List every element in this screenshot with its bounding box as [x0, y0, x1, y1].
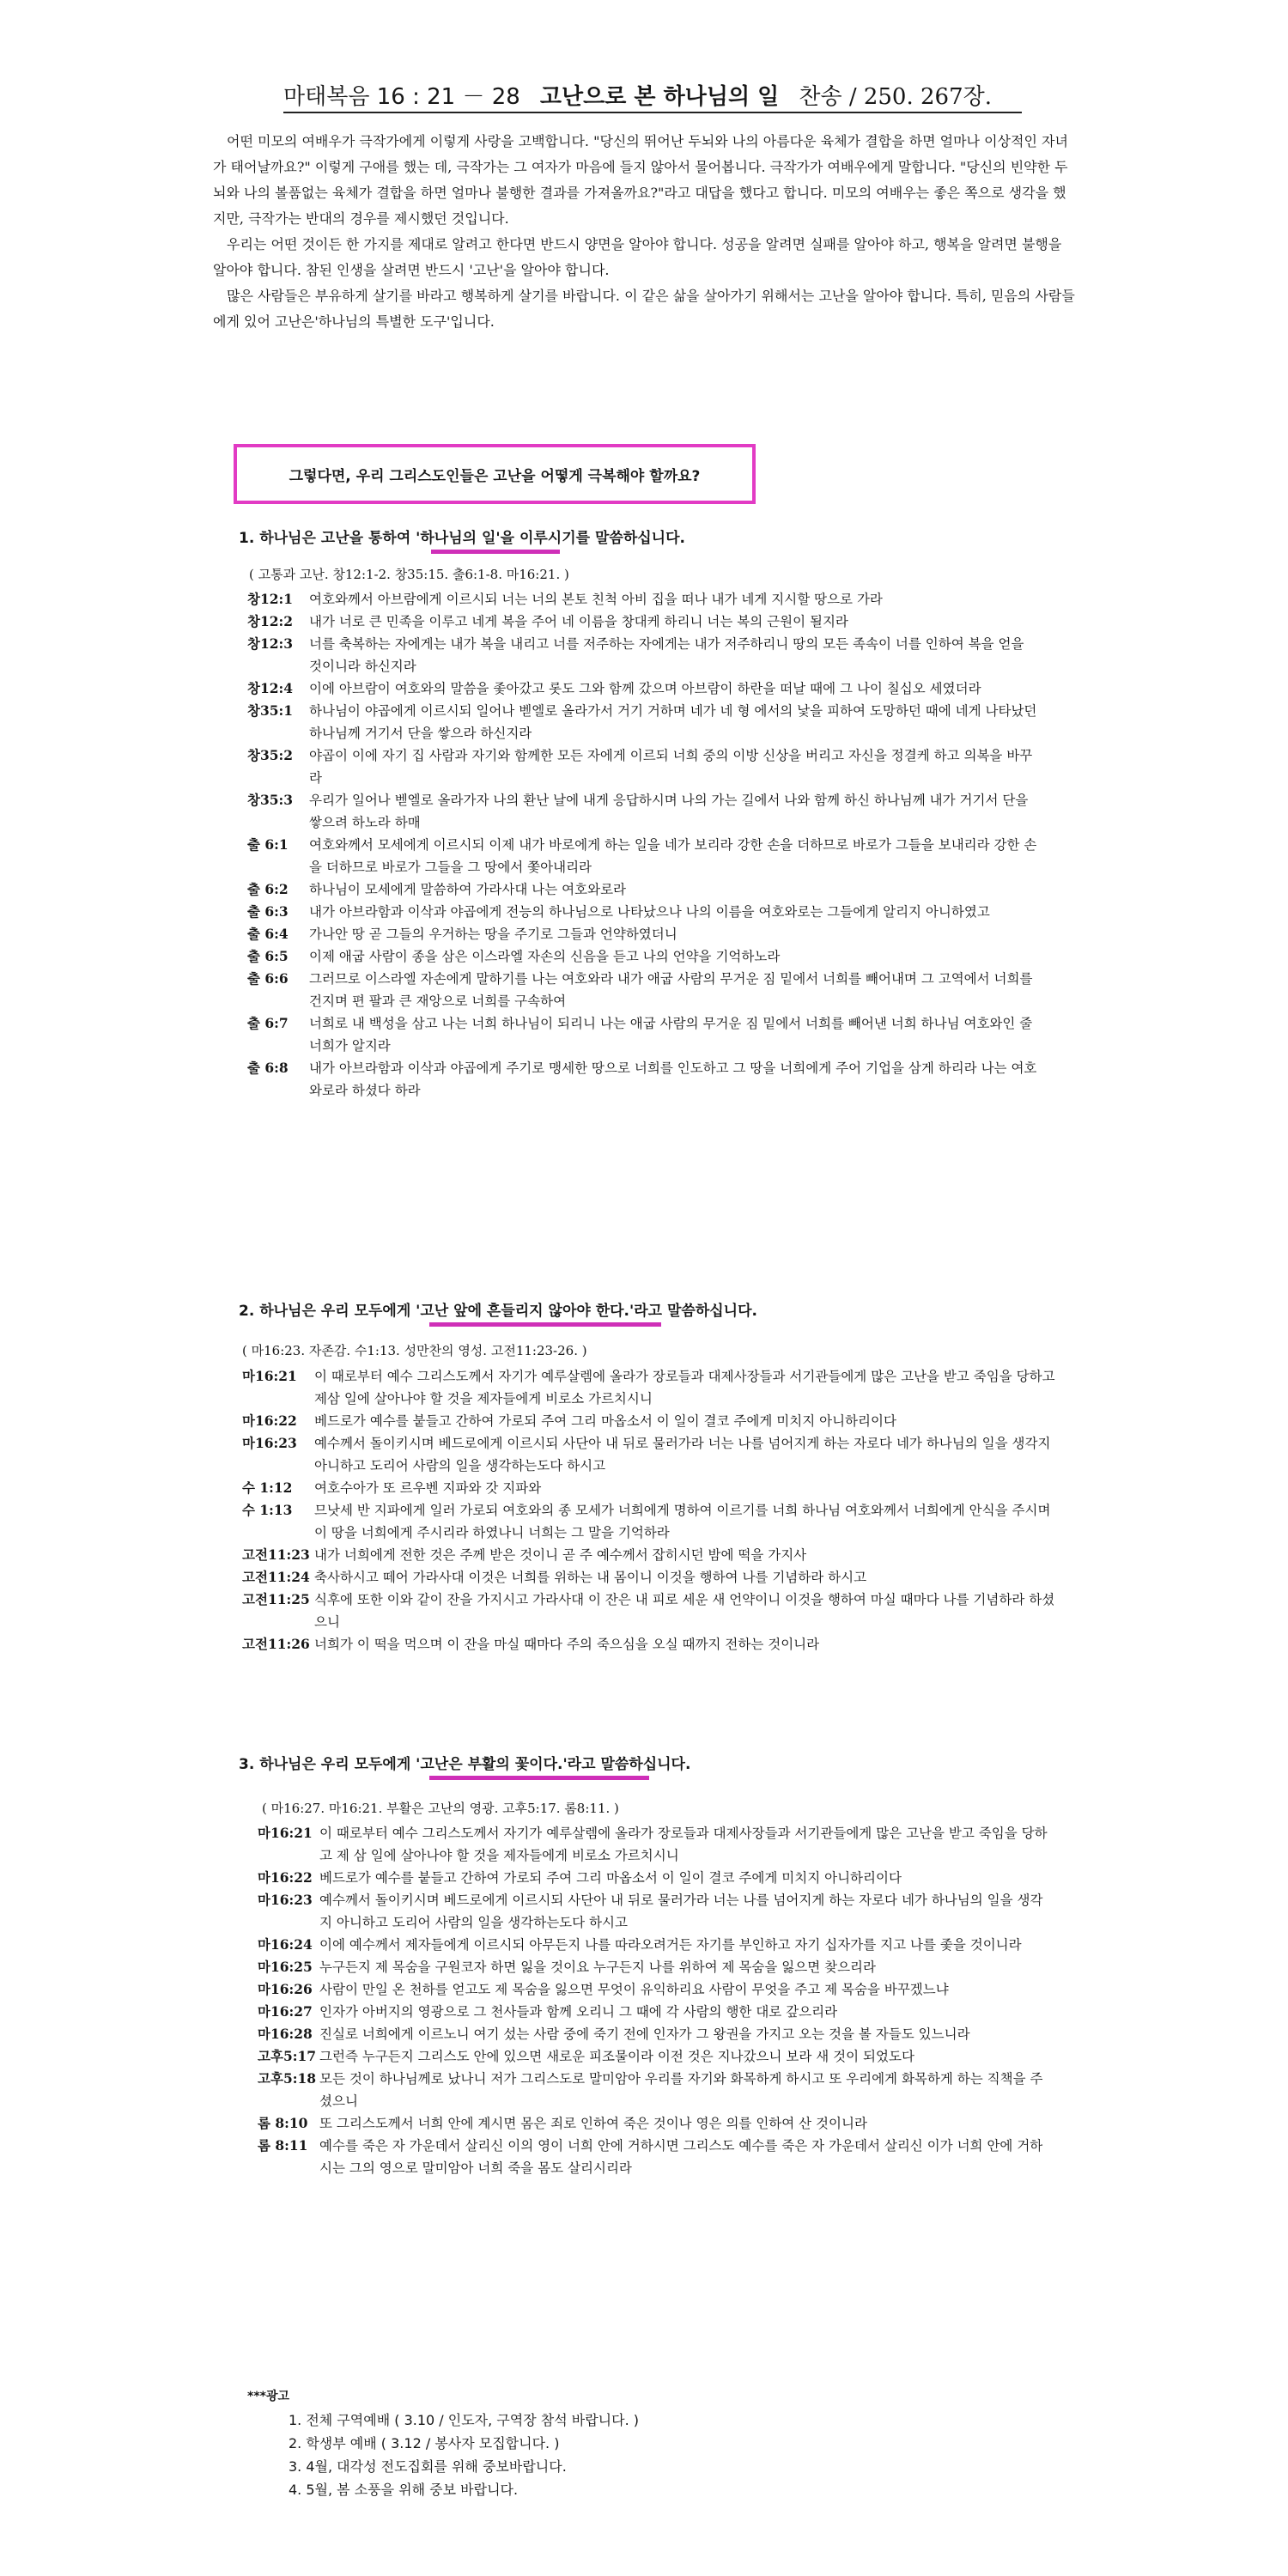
- verse-text: 너희로 내 백성을 삼고 나는 너희 하나님이 되리니 나는 애굽 사람의 무거운 짐 밑에서 너희를 빼어낸 너희 하나님 여호와인 줄 너희가 알지라: [309, 1016, 1033, 1054]
- verse-text: 가나안 땅 곧 그들의 우거하는 땅을 주기로 그들과 언약하였더니: [309, 927, 677, 942]
- verse-row: [247, 789, 1037, 834]
- verse-row: [247, 1057, 1037, 1102]
- verse-list: [242, 1365, 1058, 1656]
- intro-paragraph: 우리는 어떤 것이든 한 가지를 제대로 알려고 한다면 반드시 양면을 알아야 합니다. 성공을 알려면 실패를 알아야 하고, 행복을 알려면 불행을 알아야 합니다. 참된 인생을 살려면 반드시 '고난'을 알아야 합니다.: [213, 236, 1062, 278]
- verse-row: [258, 2068, 1052, 2112]
- verse-text: 여호수아가 또 르우벤 지파와 갓 지파와: [314, 1480, 542, 1496]
- verse-text: 또 그리스도께서 너희 안에 계시면 몸은 죄로 인하여 죽은 것이나 영은 의를 인하여 산 것이니라: [319, 2116, 867, 2131]
- verse-reference: 출 6:3: [247, 903, 289, 920]
- verse-text: 그런즉 누구든지 그리스도 안에 있으면 새로운 피조물이라 이전 것은 지나갔으니 보라 새 것이 되었도다: [319, 2049, 914, 2064]
- verse-row: [247, 744, 1037, 789]
- verse-reference: 창12:4: [247, 680, 294, 696]
- announcement-item: 4. 5월, 봄 소풍을 위해 중보 바랍니다.: [289, 2482, 519, 2498]
- section-heading: 3. 하나님은 우리 모두에게 '고난은 부활의 꽃이다.'라고 말씀하십니다.: [239, 1756, 691, 1773]
- verse-row: [242, 1365, 1058, 1410]
- verse-reference: 마16:23: [242, 1435, 297, 1451]
- verse-reference: 마16:26: [258, 1981, 313, 1997]
- verse-reference: 고전11:25: [242, 1591, 310, 1607]
- verse-text: 이에 아브람이 여호와의 말씀을 좇아갔고 롯도 그와 함께 갔으며 아브람이 하란을 떠날 때에 그 나이 칠십오 세였더라: [309, 681, 981, 696]
- verse-text: 이 때로부터 예수 그리스도께서 자기가 예루살렘에 올라가 장로들과 대제사장들과 서기관들에게 많은 고난을 받고 죽임을 당하고 제 삼 일에 살아나야 할 것을 제자들에게 비로소 가르치시니: [319, 1826, 1048, 1863]
- section-reference-note: ( 마16:23. 자존감. 수1:13. 성만찬의 영성. 고전11:23-26. ): [242, 1343, 587, 1358]
- heading-highlight-underline: [431, 550, 560, 554]
- verse-reference: 창35:2: [247, 747, 294, 763]
- verse-reference: 마16:21: [258, 1825, 313, 1841]
- verse-text: 베드로가 예수를 붙들고 간하여 가로되 주여 그리 마옵소서 이 일이 결코 주에게 미치지 아니하리이다: [319, 1870, 902, 1886]
- verse-text: 이에 예수께서 제자들에게 이르시되 아무든지 나를 따라오려거든 자기를 부인하고 자기 십자가를 지고 나를 좇을 것이니라: [319, 1937, 1022, 1953]
- verse-text: 너희가 이 떡을 먹으며 이 잔을 마실 때마다 주의 죽으심을 오실 때까지 전하는 것이니라: [314, 1637, 820, 1652]
- verse-reference: 창35:1: [247, 702, 294, 719]
- verse-text: 므낫세 반 지파에게 일러 가로되 여호와의 종 모세가 너희에게 명하여 이르기를 너희 하나님 여호와께서 너희에게 안식을 주시며 이 땅을 너희에게 주시리라 하였나니 너희는 그 말을 기억하라: [314, 1503, 1051, 1540]
- verse-text: 내가 너희에게 전한 것은 주께 받은 것이니 곧 주 예수께서 잡히시던 밤에 떡을 가지사: [314, 1547, 807, 1563]
- verse-text: 여호와께서 아브람에게 이르시되 너는 너의 본토 친척 아비 집을 떠나 내가 네게 지시할 땅으로 가라: [309, 592, 883, 607]
- verse-text: 식후에 또한 이와 같이 잔을 가지시고 가라사대 이 잔은 내 피로 세운 새 언약이니 이것을 행하여 마실 때마다 나를 기념하라 하셨으니: [314, 1592, 1055, 1630]
- verse-text: 이제 애굽 사람이 종을 삼은 이스라엘 자손의 신음을 듣고 나의 언약을 기억하노라: [309, 949, 781, 964]
- verse-reference: 출 6:4: [247, 926, 289, 942]
- verse-text: 이 때로부터 예수 그리스도께서 자기가 예루살렘에 올라가 장로들과 대제사장들과 서기관들에게 많은 고난을 받고 죽임을 당하고 제삼 일에 살아나야 할 것을 제자들에게 비로소 가르치시니: [314, 1369, 1055, 1406]
- intro-paragraph: 많은 사람들은 부유하게 살기를 바라고 행복하게 살기를 바랍니다. 이 같은 삶을 살아가기 위해서는 고난을 알아야 합니다. 특히, 믿음의 사람들에게 있어 고난은'하나님의 특별한 도구'입니다.: [213, 288, 1075, 330]
- verse-row: [258, 1956, 1052, 1978]
- verse-reference: 마16:22: [258, 1869, 313, 1886]
- announcement-item: 3. 4월, 대각성 전도집회를 위해 중보바랍니다.: [289, 2458, 567, 2475]
- verse-row: [247, 633, 1037, 677]
- verse-text: 내가 아브라함과 이삭과 야곱에게 주기로 맹세한 땅으로 너희를 인도하고 그 땅을 너희에게 주어 기업을 삼게 하리라 나는 여호와로라 하셨다 하라: [309, 1060, 1037, 1098]
- verse-row: [247, 945, 1037, 968]
- verse-row: [242, 1544, 1058, 1566]
- hymn-numbers: 찬송 / 250. 267장.: [799, 84, 993, 110]
- verse-row: [258, 1978, 1052, 2001]
- verse-reference: 수 1:13: [242, 1502, 293, 1518]
- verse-reference: 마16:23: [258, 1892, 313, 1908]
- verse-text: 하나님이 모세에게 말씀하여 가라사대 나는 여호와로라: [309, 882, 627, 897]
- title-divider: [283, 112, 1022, 113]
- verse-row: [258, 1867, 1052, 1889]
- verse-reference: 마16:22: [242, 1413, 297, 1429]
- verse-row: [242, 1566, 1058, 1589]
- announcement-item: 2. 학생부 예배 ( 3.12 / 봉사자 모집합니다. ): [289, 2435, 560, 2451]
- verse-row: [247, 677, 1037, 700]
- verse-row: [258, 2135, 1052, 2179]
- verse-text: 모든 것이 하나님께로 났나니 저가 그리스도로 말미암아 우리를 자기와 화목하게 하시고 또 우리에게 화목하게 하는 직책을 주셨으니: [319, 2071, 1043, 2109]
- verse-row: [247, 878, 1037, 901]
- verse-reference: 출 6:6: [247, 970, 289, 987]
- verse-row: [242, 1477, 1058, 1499]
- verse-row: [258, 2023, 1052, 2045]
- verse-reference: 마16:28: [258, 2026, 313, 2042]
- verse-text: 그러므로 이스라엘 자손에게 말하기를 나는 여호와라 내가 애굽 사람의 무거운 짐 밑에서 너희를 빼어내며 그 고역에서 너희를 건지며 편 팔과 큰 재앙으로 너희를 구속하여: [309, 971, 1033, 1009]
- verse-text: 예수께서 돌이키시며 베드로에게 이르시되 사단아 내 뒤로 물러가라 너는 나를 넘어지게 하는 자로다 네가 하나님의 일을 생각지 아니하고 도리어 사람의 일을 생각하는도다 하시고: [319, 1893, 1043, 1930]
- verse-row: [247, 834, 1037, 878]
- section-heading: 1. 하나님은 고난을 통하여 '하나님의 일'을 이루시기를 말씀하십니다.: [239, 530, 685, 547]
- verse-text: 여호와께서 모세에게 이르시되 이제 내가 바로에게 하는 일을 네가 보리라 강한 손을 더하므로 바로가 그들을 보내리라 강한 손을 더하므로 바로가 그들을 그 땅에서 쫓아내리라: [309, 837, 1037, 875]
- verse-list: [258, 1822, 1052, 2179]
- verse-reference: 마16:25: [258, 1959, 313, 1975]
- verse-reference: 창35:3: [247, 792, 294, 808]
- verse-row: [242, 1410, 1058, 1432]
- verse-row: [247, 588, 1037, 611]
- verse-reference: 창12:1: [247, 591, 294, 607]
- verse-row: [247, 611, 1037, 633]
- verse-reference: 출 6:8: [247, 1060, 289, 1076]
- verse-row: [258, 1934, 1052, 1956]
- verse-reference: 출 6:5: [247, 948, 289, 964]
- intro-paragraph: 어떤 미모의 여배우가 극작가에게 이렇게 사랑을 고백합니다. "당신의 뛰어난 두뇌와 나의 아름다운 육체가 결합을 하면 얼마나 이상적인 자녀가 태어날까요?" 이렇게 구애를 했는 데, 극작가는 그 여자가 마음에 들지 않아서 물어봅니다. 극작가가 여배우에게 말합니다. "당신의 빈약한 두뇌와 나의 볼품없는 육체가 결합을 하면 얼마나 불행한 결과를 가져올까요?"라고 대답을 했다고 합니다. 미모의 여배우는 좋은 쪽으로 생각을 했지만, 극작가는 반대의 경우를 제시했던 것입니다.: [213, 133, 1068, 227]
- verse-reference: 마16:21: [242, 1368, 297, 1384]
- verse-text: 사람이 만일 온 천하를 얻고도 제 목숨을 잃으면 무엇이 유익하리요 사람이 무엇을 주고 제 목숨을 바꾸겠느냐: [319, 1982, 949, 1997]
- verse-text: 하나님이 야곱에게 이르시되 일어나 벧엘로 올라가서 거기 거하며 네가 네 형 에서의 낯을 피하여 도망하던 때에 네게 나타났던 하나님께 거기서 단을 쌓으라 하신지라: [309, 703, 1037, 741]
- verse-reference: 창12:2: [247, 613, 294, 629]
- verse-row: [258, 2001, 1052, 2023]
- verse-row: [247, 901, 1037, 923]
- verse-reference: 고전11:24: [242, 1569, 310, 1585]
- verse-text: 진실로 너희에게 이르노니 여기 섰는 사람 중에 죽기 전에 인자가 그 왕권을 가지고 오는 것을 볼 자들도 있느니라: [319, 2026, 970, 2042]
- verse-text: 야곱이 이에 자기 집 사람과 자기와 함께한 모든 자에게 이르되 너희 중의 이방 신상을 버리고 자신을 정결케 하고 의복을 바꾸라: [309, 748, 1033, 786]
- verse-row: [242, 1589, 1058, 1633]
- verse-text: 우리가 일어나 벧엘로 올라가자 나의 환난 날에 내게 응답하시며 나의 가는 길에서 나와 함께 하신 하나님께 내가 거기서 단을 쌓으려 하노라 하매: [309, 793, 1029, 830]
- announcements-list: [289, 2409, 639, 2501]
- announcement-item: 1. 전체 구역예배 ( 3.10 / 인도자, 구역장 참석 바랍니다. ): [289, 2412, 640, 2428]
- verse-reference: 고전11:23: [242, 1546, 310, 1563]
- verse-text: 내가 아브라함과 이삭과 야곱에게 전능의 하나님으로 나타났으나 나의 이름을 여호와로는 그들에게 알리지 아니하였고: [309, 904, 990, 920]
- verse-row: [247, 968, 1037, 1012]
- verse-row: [247, 923, 1037, 945]
- section-heading: 2. 하나님은 우리 모두에게 '고난 앞에 흔들리지 않아야 한다.'라고 말씀하십니다.: [239, 1303, 757, 1320]
- verse-reference: 출 6:7: [247, 1015, 289, 1031]
- sermon-header: [283, 79, 1056, 113]
- verse-reference: 출 6:2: [247, 881, 289, 897]
- section-reference-note: ( 고통과 고난. 창12:1-2. 창35:15. 출6:1-8. 마16:21. ): [249, 567, 569, 582]
- verse-row: [247, 700, 1037, 744]
- announcements-title: ***광고: [247, 2390, 290, 2403]
- verse-text: 내가 너로 큰 민족을 이루고 네게 복을 주어 네 이름을 창대케 하리니 너는 복의 근원이 될지라: [309, 614, 848, 629]
- verse-reference: 수 1:12: [242, 1479, 293, 1496]
- verse-text: 베드로가 예수를 붙들고 간하여 가로되 주여 그리 마옵소서 이 일이 결코 주에게 미치지 아니하리이다: [314, 1413, 896, 1429]
- verse-text: 인자가 아버지의 영광으로 그 천사들과 함께 오리니 그 때에 각 사람의 행한 대로 갚으리라: [319, 2004, 838, 2020]
- intro-text: [213, 129, 1076, 335]
- verse-row: [258, 2112, 1052, 2135]
- verse-reference: 출 6:1: [247, 836, 289, 853]
- verse-row: [247, 1012, 1037, 1057]
- verse-reference: 고후5:18: [258, 2070, 317, 2087]
- verse-text: 예수께서 돌이키시며 베드로에게 이르시되 사단아 내 뒤로 물러가라 너는 나를 넘어지게 하는 자로다 네가 하나님의 일을 생각지 아니하고 도리어 사람의 일을 생각하는도다 하시고: [314, 1436, 1051, 1473]
- verse-row: [258, 1822, 1052, 1867]
- verse-reference: 마16:24: [258, 1936, 313, 1953]
- question-callout-box: 그렇다면, 우리 그리스도인들은 고난을 어떻게 극복해야 할까요?: [234, 444, 756, 504]
- heading-highlight-underline: [429, 1776, 649, 1780]
- heading-highlight-underline: [429, 1322, 661, 1327]
- verse-text: 누구든지 제 목숨을 구원코자 하면 잃을 것이요 누구든지 나를 위하여 제 목숨을 잃으면 찾으리라: [319, 1959, 877, 1975]
- scripture-reference: 마태복음 16 : 21 － 28: [283, 84, 520, 110]
- verse-row: [242, 1499, 1058, 1544]
- verse-row: [242, 1633, 1058, 1656]
- verse-reference: 고후5:17: [258, 2048, 317, 2064]
- verse-reference: 롬 8:10: [258, 2115, 308, 2131]
- verse-list: [247, 588, 1037, 1102]
- verse-row: [242, 1432, 1058, 1477]
- verse-text: 예수를 죽은 자 가운데서 살리신 이의 영이 너희 안에 거하시면 그리스도 예수를 죽은 자 가운데서 살리신 이가 너희 안에 거하시는 그의 영으로 말미암아 너희 죽을 몸도 살리시리라: [319, 2138, 1043, 2176]
- verse-row: [258, 1889, 1052, 1934]
- verse-row: [258, 2045, 1052, 2068]
- verse-text: 축사하시고 떼어 가라사대 이것은 너희를 위하는 내 몸이니 이것을 행하여 나를 기념하라 하시고: [314, 1570, 867, 1585]
- verse-reference: 고전11:26: [242, 1636, 310, 1652]
- verse-reference: 창12:3: [247, 635, 294, 652]
- verse-text: 너를 축복하는 자에게는 내가 복을 내리고 너를 저주하는 자에게는 내가 저주하리니 땅의 모든 족속이 너를 인하여 복을 얻을 것이니라 하신지라: [309, 636, 1024, 674]
- sermon-title: 고난으로 본 하나님의 일: [539, 84, 780, 110]
- verse-reference: 마16:27: [258, 2003, 313, 2020]
- section-reference-note: ( 마16:27. 마16:21. 부활은 고난의 영광. 고후5:17. 롬8:11. ): [262, 1801, 619, 1816]
- verse-reference: 롬 8:11: [258, 2137, 308, 2154]
